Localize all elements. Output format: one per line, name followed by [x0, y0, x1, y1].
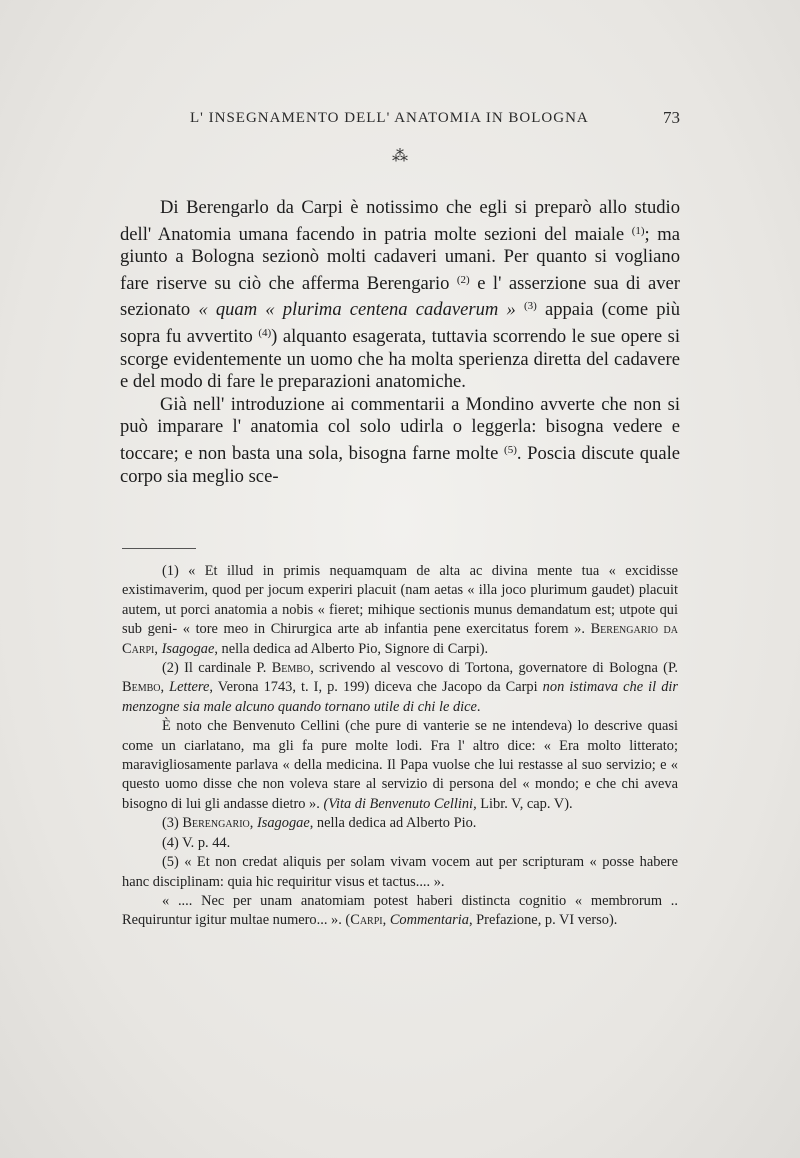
- footnote-ref-2: (2): [456, 273, 470, 286]
- footnote-ref-5: (5): [504, 443, 517, 456]
- footnote-ref-3: (3): [523, 300, 537, 313]
- footnote-ref-1: (1): [631, 224, 645, 237]
- footnotes: [122, 562, 678, 931]
- footnote-4: (4) V. p. 44.: [162, 834, 231, 851]
- paragraph-berengario: Di Berengarlo da Carpi è notissimo che egli si preparò allo studio dell' Anatomia umana facendo in patria molte sezioni del maiale $^{(1)}$; ma giunto a Bologna sezionò molti cadaveri umani. Per quanto si vogliano fare riserve su ciò che afferma Berengario $^{(2)}$ e l' asserzione sua di aver sezionato « quam « plurima centena cadaverum » $^{(3)}$ appaia (come più sopra fu avvertito $^{(4)}$) alquanto esagerata, tuttavia scorrendo le sue opere si scorge evidentemente un uomo che ha molta sperienza diretta del cadavere e del modo di fare le preparazioni anatomiche.: [120, 197, 681, 393]
- paragraph-introduzione: Già nell' introduzione ai commentarii a Mondino avverte che non si può imparare l' anatomia col solo udirla o leggerla: bisogna vedere e toccare; e non basta una sola, bisogna farne molte $^{(5)}$. Poscia discute quale corpo sia meglio sce-: [120, 393, 680, 487]
- footnote-2: (2) Il cardinale P. Bembo, scrivendo al vescovo di Tortona, governatore di Bologna (P. Bembo, Lettere, Verona 1743, t. I, p. 199) diceva che Jacopo da Carpi non istimava che il dir menzogne sia male alcuno quando tornano utile di chi le dice.: [122, 660, 678, 715]
- footnote-1: (1) « Et illud in primis nequamquam de alta ac divina mente tua « excidisse existimaverim, quod per jocum experiri placuit (nam aetas « illa joco plurimum gaudet) placuit autem, ut porci anatomia a nobis « fieret; mihique sectionis munus demandatum est; utpote qui sub geni- « tore meo in Chirurgica arte ab infantia pene exercitatus forem ». Berengario da Carpi, Isagogae, nella dedica ad Alberto Pio, Signore di Carpi).: [122, 563, 678, 657]
- footnote-separator: [122, 548, 196, 549]
- latin-quote: « quam « plurima centena cadaverum »: [198, 299, 516, 321]
- section-asterism: ⁂: [392, 148, 408, 165]
- footnote-5: (5) « Et non credat aliquis per solam vivam vocem aut per scripturam « posse habere hanc disciplinam: quia hic requiritur visus et tactus.... ».: [122, 854, 678, 890]
- page-number: 73: [663, 108, 680, 127]
- page-header: [120, 110, 680, 134]
- footnote-2-continued: È noto che Benvenuto Cellini (che pure di vanterie se ne intendeva) lo descrive quasi come un ciarlatano, ma gli fa pure molte lodi. Fra l' altro dice: « Era molto litterato; maravigliosamente parlava « della medicina. Il Papa vuolse che lui restasse al suo servizio; e « questo uomo disse che non voleva stare al servizio di persona del « mondo; e che chi aveva bisogno di lui gli andasse dietro ». (Vita di Benvenuto Cellini, Libr. V, cap. V).: [122, 718, 678, 812]
- main-text: [120, 197, 680, 488]
- footnote-ref-4: (4): [258, 326, 272, 339]
- footnote-3: (3) Berengario, Isagogae, nella dedica ad Alberto Pio.: [162, 815, 477, 832]
- footnote-5-continued: « .... Nec per unam anatomiam potest haberi distincta cognitio « membrorum .. Requiruntur igitur multae numero... ». (Carpi, Commentaria, Prefazione, p. VI verso).: [122, 892, 678, 929]
- running-title: L' INSEGNAMENTO DELL' ANATOMIA IN BOLOGNA: [190, 110, 589, 126]
